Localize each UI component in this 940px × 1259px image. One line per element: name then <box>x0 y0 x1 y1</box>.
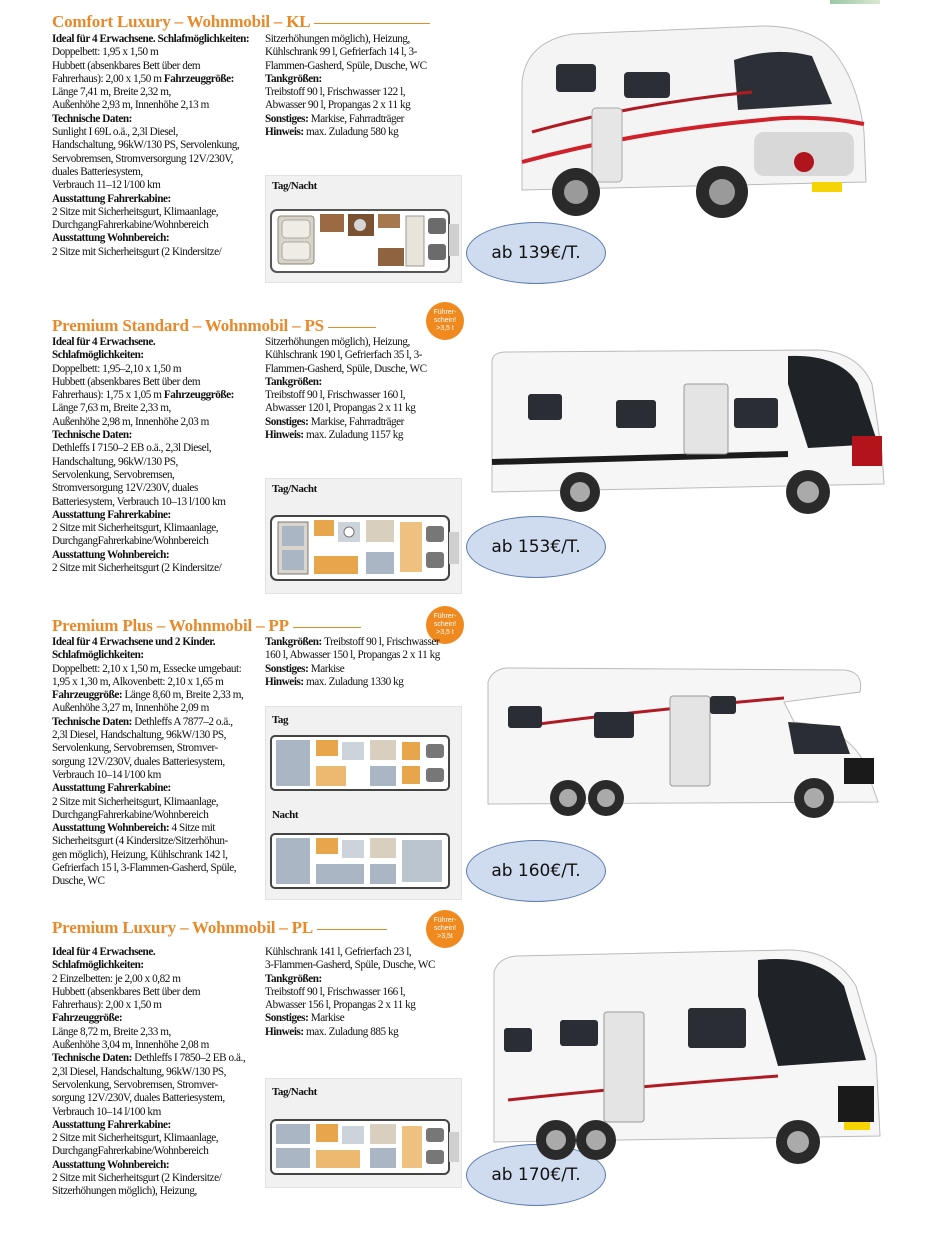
spec-line <box>52 219 266 232</box>
title-rule <box>293 627 361 628</box>
spec-line <box>52 469 266 482</box>
license-badge: Führer- schein! >3,5 t <box>426 302 464 340</box>
spec-line <box>265 349 465 362</box>
spec-line <box>52 86 266 99</box>
spec-text: Handschaltung, 96kW/130 PS, <box>52 455 178 468</box>
spec-text: Batteriesystem, Verbrauch 10–13 l/100 km <box>52 495 226 508</box>
spec-line <box>52 1172 266 1185</box>
spec-text: 2 Sitze mit Sicherheitsgurt, Klimaanlage, <box>52 795 219 808</box>
spec-text: Treibstoff 90 l, Frischwasser 166 l, <box>265 985 406 998</box>
spec-line <box>52 1185 266 1198</box>
spec-line <box>52 1159 266 1172</box>
spec-text: 2 Sitze mit Sicherheitsgurt, Klimaanlage, <box>52 1132 219 1145</box>
spec-line <box>52 973 266 986</box>
section-title <box>52 12 430 32</box>
spec-line <box>52 702 266 715</box>
spec-text: Hubbett (absenkbares Bett über dem <box>52 375 201 388</box>
section-title <box>52 316 376 336</box>
spec-heading: Hinweis: <box>265 126 307 139</box>
spec-line <box>52 875 266 888</box>
spec-heading: Tankgrößen: <box>265 972 322 985</box>
spec-text: Außenhöhe 3,27 m, Innenhöhe 2,09 m <box>52 702 209 715</box>
spec-line <box>52 389 266 402</box>
spec-text: 4 Sitze mit <box>171 822 216 835</box>
spec-line <box>52 862 266 875</box>
spec-column-left <box>52 33 266 259</box>
spec-heading: Technische Daten: <box>52 1052 135 1065</box>
spec-heading: Schlafmöglichkeiten: <box>52 349 144 362</box>
spec-text: Dethleffs A 7877–2 o.ä., <box>134 715 233 728</box>
spec-column-left <box>52 336 266 575</box>
license-badge: Führer- schein! >3,5 t <box>426 606 464 644</box>
spec-line <box>52 402 266 415</box>
spec-line <box>52 166 266 179</box>
spec-text: Doppelbett: 1,95 x 1,50 m <box>52 46 159 59</box>
section-premium-luxury <box>0 906 940 1259</box>
spec-line <box>52 562 266 575</box>
spec-line <box>52 796 266 809</box>
spec-line <box>52 999 266 1012</box>
spec-heading: Tankgrößen: <box>265 72 322 85</box>
spec-text: 2 Sitze mit Sicherheitsgurt (2 Kindersitze/ <box>52 562 222 575</box>
spec-line <box>265 649 465 662</box>
spec-text: Treibstoff 90 l, Frischwasser <box>324 636 440 648</box>
spec-line <box>265 363 465 376</box>
spec-line <box>265 389 465 402</box>
spec-column-right <box>265 946 465 1039</box>
spec-heading: Ausstattung Wohnbereich: <box>52 232 170 245</box>
spec-line <box>52 246 266 259</box>
spec-line <box>52 986 266 999</box>
spec-text: 2,3l Diesel, Handschaltung, 96kW/130 PS, <box>52 1065 227 1078</box>
spec-text: Verbrauch 10–14 l/100 km <box>52 1105 161 1118</box>
spec-text: Sitzerhöhungen möglich), Heizung, <box>265 336 410 348</box>
spec-line <box>52 496 266 509</box>
title-rule <box>328 327 376 328</box>
spec-line <box>265 99 465 112</box>
spec-line <box>265 86 465 99</box>
spec-line <box>52 1026 266 1039</box>
spec-text: 2 Sitze mit Sicherheitsgurt (2 Kindersitze/ <box>52 245 222 258</box>
spec-line <box>52 1106 266 1119</box>
spec-heading: Sonstiges: <box>265 662 311 675</box>
spec-heading: Fahrzeuggröße: <box>163 72 234 85</box>
spec-text: Treibstoff 90 l, Frischwasser 160 l, <box>265 389 406 402</box>
spec-line <box>265 126 465 139</box>
spec-text: Handschaltung, 96kW/130 PS, Servolenkung, <box>52 139 240 152</box>
spec-text: DurchgangFahrerkabine/Wohnbereich <box>52 1145 209 1158</box>
spec-line <box>52 139 266 152</box>
title-text: Premium Standard – Wohnmobil – PS <box>52 316 324 335</box>
spec-text: Markise, Fahrradträger <box>310 112 404 125</box>
spec-line <box>265 663 465 676</box>
price-oval: ab 153€/T. <box>466 516 606 578</box>
spec-text: Flammen-Gasherd, Spüle, Dusche, WC <box>265 362 427 375</box>
spec-heading: Fahrzeuggröße: <box>52 1012 123 1025</box>
spec-line <box>52 349 266 362</box>
motorhome-illustration <box>512 12 878 234</box>
spec-line <box>265 416 465 429</box>
spec-line <box>52 849 266 862</box>
spec-column-right <box>265 33 465 139</box>
spec-heading: Hinweis: <box>265 429 307 442</box>
section-premium-plus <box>0 606 940 906</box>
spec-line <box>265 959 465 972</box>
spec-text: sorgung 12V/230V, duales Batteriesystem, <box>52 1092 225 1105</box>
spec-text: max. Zuladung 580 kg <box>306 126 399 139</box>
title-text: Premium Plus – Wohnmobil – PP <box>52 616 289 635</box>
floorplan-illustration <box>270 1116 460 1178</box>
spec-line <box>52 689 266 702</box>
spec-line <box>52 835 266 848</box>
spec-line <box>52 113 266 126</box>
spec-text: Treibstoff 90 l, Frischwasser 122 l, <box>265 86 406 99</box>
spec-heading: Tankgrößen: <box>265 636 325 648</box>
section-premium-standard <box>0 300 940 610</box>
section-comfort-luxury <box>0 0 940 300</box>
spec-heading: Ausstattung Fahrerkabine: <box>52 192 171 205</box>
spec-text: Kühlschrank 190 l, Gefrierfach 35 l, 3- <box>265 349 423 362</box>
spec-line <box>52 716 266 729</box>
spec-line <box>52 946 266 959</box>
spec-line <box>52 153 266 166</box>
spec-line <box>265 636 465 649</box>
spec-line <box>52 46 266 59</box>
spec-text: 3-Flammen-Gasherd, Spüle, Dusche, WC <box>265 959 436 972</box>
spec-text: Doppelbett: 1,95–2,10 x 1,50 m <box>52 362 182 375</box>
spec-text: Dusche, WC <box>52 875 105 888</box>
spec-text: 2 Sitze mit Sicherheitsgurt, Klimaanlage, <box>52 522 219 535</box>
spec-line <box>52 742 266 755</box>
spec-line <box>52 535 266 548</box>
spec-text: Servolenkung, Servobremsen, Stromver- <box>52 1078 218 1091</box>
spec-line <box>52 509 266 522</box>
spec-text: Kühlschrank 141 l, Gefrierfach 23 l, <box>265 946 412 958</box>
title-text: Premium Luxury – Wohnmobil – PL <box>52 918 313 937</box>
floorplan-label: Tag/Nacht <box>272 180 317 192</box>
spec-heading: Tankgrößen: <box>265 375 322 388</box>
section-title <box>52 616 361 636</box>
spec-line <box>52 1052 266 1065</box>
spec-line <box>52 756 266 769</box>
spec-heading: Ausstattung Wohnbereich: <box>52 822 172 835</box>
spec-text: Stromversorgung 12V/230V, duales <box>52 482 198 495</box>
spec-line <box>52 193 266 206</box>
spec-line <box>52 336 266 349</box>
spec-line <box>265 33 465 46</box>
spec-text: 2 Sitze mit Sicherheitsgurt (2 Kindersitze/ <box>52 1172 222 1185</box>
floorplan-label: Tag/Nacht <box>272 1086 317 1098</box>
spec-text: Sicherheitsgurt (4 Kindersitze/Sitzerhöhun- <box>52 835 228 848</box>
spec-text: 160 l, Abwasser 150 l, Propangas 2 x 11 kg <box>265 649 440 662</box>
spec-heading: Technische Daten: <box>52 112 132 125</box>
spec-line <box>52 376 266 389</box>
spec-heading: Hinweis: <box>265 675 307 688</box>
spec-line <box>52 769 266 782</box>
spec-heading: Sonstiges: <box>265 112 311 125</box>
spec-heading: Ausstattung Fahrerkabine: <box>52 782 171 795</box>
spec-text: sorgung 12V/230V, duales Batteriesystem, <box>52 755 225 768</box>
spec-line <box>265 1012 465 1025</box>
spec-line <box>52 73 266 86</box>
spec-heading: Ideal für 4 Erwachsene. <box>52 336 156 348</box>
spec-text: Servolenkung, Servobremsen, Stromver- <box>52 742 218 755</box>
spec-text: Dethleffs I 7150–2 EB o.ä., 2,3l Diesel, <box>52 442 212 455</box>
spec-text: Außenhöhe 3,04 m, Innenhöhe 2,08 m <box>52 1039 209 1052</box>
spec-line <box>265 376 465 389</box>
spec-line <box>52 206 266 219</box>
floorplan-illustration-night <box>270 832 460 890</box>
title-rule <box>314 23 430 24</box>
spec-line <box>265 60 465 73</box>
floorplan-label-night: Nacht <box>272 809 299 821</box>
spec-text: Länge 7,63 m, Breite 2,33 m, <box>52 402 171 415</box>
spec-text: Markise <box>310 662 345 675</box>
spec-heading: Schlafmöglichkeiten: <box>52 649 144 662</box>
spec-text: Fahrerhaus): 1,75 x 1,05 m <box>52 389 164 402</box>
title-rule <box>317 929 387 930</box>
spec-text: max. Zuladung 1330 kg <box>306 675 404 688</box>
spec-line <box>52 1039 266 1052</box>
price-oval: ab 170€/T. <box>466 1144 606 1206</box>
spec-line <box>52 649 266 662</box>
spec-line <box>52 809 266 822</box>
license-badge: Führer- schein! >3,5t <box>426 910 464 948</box>
spec-text: 2,3l Diesel, Handschaltung, 96kW/130 PS, <box>52 729 227 742</box>
spec-line <box>52 729 266 742</box>
spec-text: Länge 7,41 m, Breite 2,32 m, <box>52 86 171 99</box>
spec-line <box>52 676 266 689</box>
spec-line <box>265 986 465 999</box>
spec-line <box>265 946 465 959</box>
spec-text: Abwasser 156 l, Propangas 2 x 11 kg <box>265 999 416 1012</box>
spec-text: Gefrierfach 15 l, 3-Flammen-Gasherd, Spüle, <box>52 862 237 875</box>
spec-line <box>52 416 266 429</box>
spec-heading: Ausstattung Wohnbereich: <box>52 548 170 561</box>
spec-column-left <box>52 636 266 889</box>
spec-line <box>265 676 465 689</box>
spec-line <box>265 73 465 86</box>
spec-line <box>265 336 465 349</box>
spec-line <box>265 1026 465 1039</box>
spec-heading: Ausstattung Fahrerkabine: <box>52 1118 171 1131</box>
spec-heading: Ausstattung Wohnbereich: <box>52 1158 170 1171</box>
title-text: Comfort Luxury – Wohnmobil – KL <box>52 12 311 31</box>
floorplan-illustration <box>270 512 460 584</box>
spec-text: Abwasser 90 l, Propangas 2 x 11 kg <box>265 99 411 112</box>
spec-heading: Technische Daten: <box>52 429 132 442</box>
spec-heading: Sonstiges: <box>265 1012 311 1025</box>
floorplan-illustration <box>270 204 460 276</box>
spec-line <box>52 1012 266 1025</box>
spec-text: Sitzerhöhungen möglich), Heizung, <box>52 1185 197 1198</box>
spec-text: duales Batteriesystem, <box>52 165 143 178</box>
spec-line <box>52 1132 266 1145</box>
spec-line <box>265 46 465 59</box>
spec-text: Verbrauch 11–12 l/100 km <box>52 179 161 192</box>
spec-line <box>52 959 266 972</box>
spec-line <box>52 99 266 112</box>
spec-text: DurchgangFahrerkabine/Wohnbereich <box>52 535 209 548</box>
spec-text: Fahrerhaus): 2,00 x 1,50 m <box>52 72 164 85</box>
spec-text: Außenhöhe 2,93 m, Innenhöhe 2,13 m <box>52 99 209 112</box>
motorhome-illustration <box>484 662 884 820</box>
spec-line <box>52 179 266 192</box>
spec-text: DurchgangFahrerkabine/Wohnbereich <box>52 219 209 232</box>
spec-text: Doppelbett: 2,10 x 1,50 m, Essecke umgebaut: <box>52 662 242 675</box>
spec-text: Sitzerhöhungen möglich), Heizung, <box>265 33 410 45</box>
spec-column-left <box>52 946 266 1199</box>
floorplan-illustration-day <box>270 734 460 792</box>
spec-line <box>52 482 266 495</box>
spec-column-right <box>265 336 465 442</box>
spec-line <box>52 549 266 562</box>
spec-text: 2 Sitze mit Sicherheitsgurt, Klimaanlage, <box>52 205 219 218</box>
spec-text: Fahrerhaus): 2,00 x 1,50 m <box>52 999 162 1012</box>
section-title <box>52 918 387 938</box>
spec-line <box>52 126 266 139</box>
spec-line <box>52 663 266 676</box>
spec-line <box>265 429 465 442</box>
spec-text: Sunlight I 69L o.ä., 2,3l Diesel, <box>52 126 178 139</box>
spec-line <box>52 456 266 469</box>
spec-line <box>52 522 266 535</box>
motorhome-illustration <box>488 936 888 1172</box>
spec-heading: Ausstattung Fahrerkabine: <box>52 508 171 521</box>
spec-text: Abwasser 120 l, Propangas 2 x 11 kg <box>265 402 416 415</box>
spec-line <box>52 822 266 835</box>
spec-line <box>52 782 266 795</box>
spec-text: Hubbett (absenkbares Bett über dem <box>52 985 201 998</box>
spec-text: Länge 8,72 m, Breite 2,33 m, <box>52 1025 171 1038</box>
spec-text: Servolenkung, Servobremsen, <box>52 468 175 481</box>
spec-column-right <box>265 636 465 689</box>
spec-heading: Sonstiges: <box>265 415 311 428</box>
spec-line <box>52 363 266 376</box>
spec-text: gen möglich), Heizung, Kühlschrank 142 l, <box>52 848 228 861</box>
spec-heading: Fahrzeuggröße: <box>163 389 234 402</box>
spec-text: Länge 8,60 m, Breite 2,33 m, <box>124 689 244 702</box>
spec-line <box>52 636 266 649</box>
spec-text: Dethleffs I 7850–2 EB o.ä., <box>134 1052 246 1065</box>
spec-text: max. Zuladung 885 kg <box>306 1025 399 1038</box>
spec-text: Markise, Fahrradträger <box>310 415 404 428</box>
spec-text: Außenhöhe 2,98 m, Innenhöhe 2,03 m <box>52 415 209 428</box>
spec-heading: Fahrzeuggröße: <box>52 689 125 702</box>
spec-line <box>52 1145 266 1158</box>
spec-text: Servobremsen, Stromversorgung 12V/230V, <box>52 152 233 165</box>
spec-heading: Schlafmöglichkeiten: <box>52 959 144 972</box>
spec-line <box>52 1119 266 1132</box>
spec-line <box>265 402 465 415</box>
spec-line <box>52 1066 266 1079</box>
spec-text: Hubbett (absenkbares Bett über dem <box>52 59 201 72</box>
price-oval: ab 160€/T. <box>466 840 606 902</box>
spec-line <box>52 1079 266 1092</box>
motorhome-illustration <box>488 344 888 514</box>
spec-line <box>52 1092 266 1105</box>
spec-text: Verbrauch 10–14 l/100 km <box>52 768 161 781</box>
floorplan-label: Tag/Nacht <box>272 483 317 495</box>
spec-heading: Ideal für 4 Erwachsene. <box>52 946 156 958</box>
price-oval: ab 139€/T. <box>466 222 606 284</box>
spec-line <box>265 973 465 986</box>
spec-line <box>52 33 266 46</box>
spec-text: 2 Einzelbetten: je 2,00 x 0,82 m <box>52 972 181 985</box>
spec-text: Flammen-Gasherd, Spüle, Dusche, WC <box>265 59 427 72</box>
spec-text: 1,95 x 1,30 m, Alkovenbett: 2,10 x 1,65 m <box>52 675 224 688</box>
floorplan-label-day: Tag <box>272 714 289 726</box>
spec-heading: Hinweis: <box>265 1025 307 1038</box>
spec-heading: Ideal für 4 Erwachsene und 2 Kinder. <box>52 636 216 648</box>
spec-line <box>265 999 465 1012</box>
spec-line <box>52 429 266 442</box>
spec-line <box>52 60 266 73</box>
spec-text: Kühlschrank 99 l, Gefrierfach 14 l, 3- <box>265 46 417 59</box>
spec-line <box>265 113 465 126</box>
spec-text: Markise <box>310 1012 345 1025</box>
spec-heading: Technische Daten: <box>52 715 135 728</box>
spec-text: max. Zuladung 1157 kg <box>306 429 404 442</box>
spec-heading: Ideal für 4 Erwachsene. Schlafmöglichkeiten: <box>52 33 250 45</box>
spec-text: DurchgangFahrerkabine/Wohnbereich <box>52 808 209 821</box>
spec-line <box>52 232 266 245</box>
spec-line <box>52 442 266 455</box>
